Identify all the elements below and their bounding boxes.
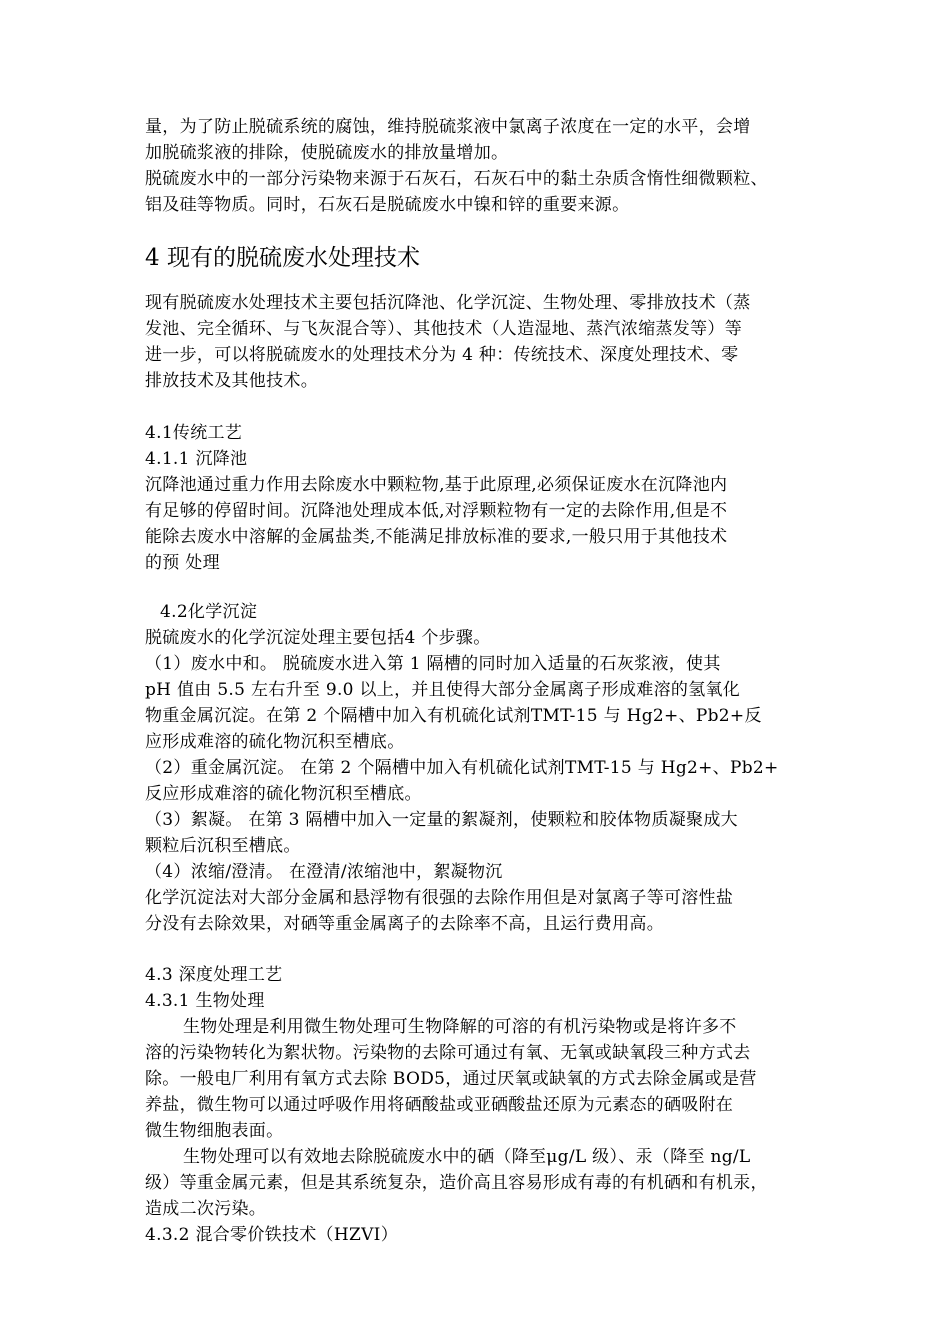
text-line: 铝及硅等物质。同时，石灰石是脱硫废水中镍和锌的重要来源。: [145, 195, 630, 215]
text-line: 反应形成难溶的硫化物沉积至槽底。: [145, 784, 422, 804]
text-line: 物重金属沉淀。在第 2 个隔槽中加入有机硫化试剂TMT-15 与 Hg2+、Pb2+反: [145, 706, 762, 726]
subsection-title: 4.1.1 沉降池: [145, 449, 248, 469]
text-line: （4）浓缩/澄清。 在澄清/浓缩池中，絮凝物沉: [145, 862, 503, 882]
subsection-title: 4.3.1 生物处理: [145, 991, 265, 1011]
section-heading: 4 现有的脱硫废水处理技术: [145, 245, 420, 271]
text-line: 发池、完全循环、与飞灰混合等）、其他技术（人造湿地、蒸汽浓缩蒸发等）等: [145, 319, 742, 339]
text-line: pH 值由 5.5 左右升至 9.0 以上，并且使得大部分金属离子形成难溶的氢氧化: [145, 680, 741, 700]
text-line: 除。一般电厂利用有氧方式去除 BOD5，通过厌氧或缺氧的方式去除金属或是营: [145, 1069, 757, 1089]
text-line: 化学沉淀法对大部分金属和悬浮物有很强的去除作用但是对氯离子等可溶性盐: [145, 888, 734, 908]
text-line: 应形成难溶的硫化物沉积至槽底。: [145, 732, 405, 752]
text-line: 微生物细胞表面。: [145, 1121, 284, 1141]
text-line: 分没有去除效果，对硒等重金属离子的去除率不高，且运行费用高。: [145, 914, 664, 934]
text-line: 现有脱硫废水处理技术主要包括沉降池、化学沉淀、生物处理、零排放技术（蒸: [145, 293, 751, 313]
text-line: 脱硫废水的化学沉淀处理主要包括4 个步骤。: [145, 628, 491, 648]
text-line: （2）重金属沉淀。 在第 2 个隔槽中加入有机硫化试剂TMT-15 与 Hg2+、Pb2+: [145, 758, 779, 778]
subsection-title: 4.3 深度处理工艺: [145, 965, 283, 985]
subsection-title: 4.2化学沉淀: [160, 602, 258, 622]
text-line: 进一步，可以将脱硫废水的处理技术分为 4 种：传统技术、深度处理技术、零: [145, 345, 739, 365]
text-line: 生物处理可以有效地去除脱硫废水中的硒（降至μg/L 级）、汞（降至 ng/L: [183, 1147, 751, 1167]
text-line: 造成二次污染。: [145, 1199, 267, 1219]
text-line: 养盐，微生物可以通过呼吸作用将硒酸盐或亚硒酸盐还原为元素态的硒吸附在: [145, 1095, 734, 1115]
text-line: 溶的污染物转化为絮状物。污染物的去除可通过有氧、无氧或缺氧段三种方式去: [145, 1043, 751, 1063]
text-line: 脱硫废水中的一部分污染物来源于石灰石，石灰石中的黏土杂质含惰性细微颗粒、: [145, 169, 768, 189]
text-line: （3）絮凝。 在第 3 隔槽中加入一定量的絮凝剂，使颗粒和胶体物质凝聚成大: [145, 810, 738, 830]
text-line: 加脱硫浆液的排除，使脱硫废水的排放量增加。: [145, 143, 509, 163]
text-line: 的预 处理: [145, 553, 220, 573]
text-line: （1）废水中和。 脱硫废水进入第 1 隔槽的同时加入适量的石灰浆液，使其: [145, 654, 721, 674]
text-line: 沉降池通过重力作用去除废水中颗粒物,基于此原理,必须保证废水在沉降池内: [145, 475, 728, 495]
text-line: 生物处理是利用微生物处理可生物降解的可溶的有机污染物或是将许多不: [183, 1017, 737, 1037]
text-line: 颗粒后沉积至槽底。: [145, 836, 301, 856]
text-line: 级）等重金属元素，但是其系统复杂，造价高且容易形成有毒的有机硒和有机汞，: [145, 1173, 768, 1193]
subsection-title: 4.1传统工艺: [145, 423, 243, 443]
text-line: 量，为了防止脱硫系统的腐蚀，维持脱硫浆液中氯离子浓度在一定的水平，会增: [145, 117, 751, 137]
subsection-title: 4.3.2 混合零价铁技术（HZVI）: [145, 1225, 398, 1245]
text-line: 能除去废水中溶解的金属盐类,不能满足排放标准的要求,一般只用于其他技术: [145, 527, 728, 547]
text-line: 有足够的停留时间。沉降池处理成本低,对浮颗粒物有一定的去除作用,但是不: [145, 501, 728, 521]
text-line: 排放技术及其他技术。: [145, 371, 318, 391]
